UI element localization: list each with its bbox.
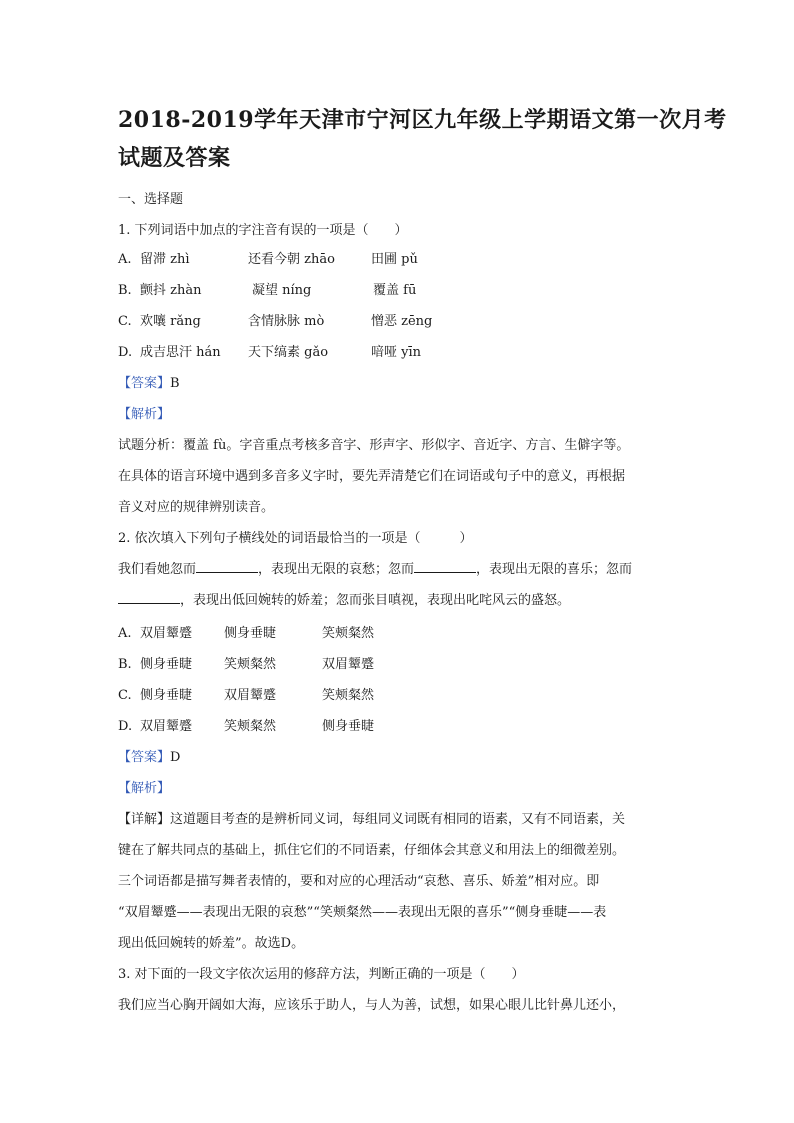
question-1-analysis-line: 音义对应的规律辨别读音。: [118, 500, 275, 515]
option-item: 喑哑 yīn: [371, 345, 422, 360]
analysis-tag: 【解析】: [118, 407, 171, 422]
question-1-analysis-line: 试题分析：覆盖 fù。字音重点考核多音字、形声字、形似字、音近字、方言、生僻字等。: [118, 438, 630, 453]
question-1-stem: 1. 下列词语中加点的字注音有误的一项是（ ）: [118, 223, 408, 238]
sentence-part: ，表现出低回婉转的娇羞；忽而张目嗔视，表现出叱咤风云的盛怒。: [180, 593, 571, 608]
option-item: 欢嚷 rǎng: [140, 314, 201, 329]
question-2-sentence: [118, 560, 632, 580]
sentence-part: ，表现出无限的哀愁；忽而: [258, 562, 415, 577]
option-item: 憎恶 zēng: [371, 314, 433, 329]
question-3-text-line: 我们应当心胸开阔如大海，应该乐于助人，与人为善，试想，如果心眼儿比针鼻儿还小，: [118, 998, 626, 1013]
question-2-sentence-cont: [118, 591, 570, 611]
fill-blank: [118, 591, 180, 604]
option-label: C.: [118, 688, 132, 703]
option-item: 成吉思汗 hán: [140, 345, 221, 360]
option-item: 含情脉脉 mò: [248, 314, 325, 329]
option-item: 天下缟素 gǎo: [248, 345, 329, 360]
option-item: 侧身垂睫: [140, 657, 193, 672]
option-label: D.: [118, 345, 133, 360]
question-2-detail-line: 键在了解共同点的基础上，抓住它们的不同语素，仔细体会其意义和用法上的细微差别。: [118, 843, 626, 858]
question-2-analysis-tag: [118, 779, 170, 799]
option-item: 双眉颦蹙: [140, 719, 193, 734]
document-title-line2: 试题及答案: [118, 145, 231, 171]
option-item: 颤抖 zhàn: [140, 283, 202, 298]
option-item: 双眉颦蹙: [224, 688, 277, 703]
detail-tag: 【详解】: [118, 812, 171, 827]
option-item: 凝望 níng: [252, 283, 312, 298]
question-2-stem: 2. 依次填入下列句子横线处的词语最恰当的一项是（ ）: [118, 531, 473, 546]
fill-blank: [414, 560, 476, 573]
option-label: B.: [118, 657, 132, 672]
option-item: 留滞 zhì: [140, 252, 190, 267]
question-1-analysis-line: 在具体的语言环境中遇到多音多义字时，要先弄清楚它们在词语或句子中的意义，再根据: [118, 469, 626, 484]
option-item: 双眉颦蹙: [322, 657, 375, 672]
fill-blank: [196, 560, 258, 573]
option-label: A.: [118, 252, 132, 267]
question-2-detail-line: 三个词语都是描写舞者表情的，要和对应的心理活动“哀愁、喜乐、娇羞”相对应。即: [118, 874, 600, 889]
option-item: 田圃 pǔ: [371, 252, 418, 267]
option-item: 覆盖 fū: [373, 283, 417, 298]
option-item: 笑颊粲然: [322, 626, 375, 641]
question-2-detail-line: 现出低回婉转的娇羞”。故选D。: [118, 936, 305, 951]
option-item: 双眉颦蹙: [140, 626, 193, 641]
option-item: 笑颊粲然: [224, 719, 277, 734]
option-item: 侧身垂睫: [322, 719, 375, 734]
option-item: 侧身垂睫: [224, 626, 277, 641]
question-1-answer: [118, 374, 180, 394]
question-2-detail-first: [118, 810, 625, 830]
answer-value: B: [170, 376, 180, 391]
question-1-analysis-tag: [118, 405, 170, 425]
sentence-part: 我们看她忽而: [118, 562, 197, 577]
question-3-stem: 3. 对下面的一段文字依次运用的修辞方法，判断正确的一项是（ ）: [118, 967, 525, 982]
option-label: D.: [118, 719, 133, 734]
document-title-line1: 2018-2019学年天津市宁河区九年级上学期语文第一次月考: [118, 107, 727, 133]
answer-tag: 【答案】: [118, 750, 171, 765]
answer-tag: 【答案】: [118, 376, 171, 391]
option-label: A.: [118, 626, 132, 641]
option-item: 还看今朝 zhāo: [248, 252, 335, 267]
option-item: 侧身垂睫: [140, 688, 193, 703]
detail-text: 这道题目考查的是辨析同义词，每组同义词既有相同的语素，又有不同语素，关: [170, 812, 626, 827]
sentence-part: ，表现出无限的喜乐；忽而: [476, 562, 633, 577]
option-item: 笑颊粲然: [322, 688, 375, 703]
question-2-detail-line: “双眉颦蹙——表现出无限的哀愁”“笑颊粲然——表现出无限的喜乐”“侧身垂睫——表: [118, 905, 607, 920]
section-heading: 一、选择题: [118, 192, 184, 207]
answer-value: D: [170, 750, 181, 765]
question-2-answer: [118, 748, 180, 768]
option-label: B.: [118, 283, 132, 298]
option-item: 笑颊粲然: [224, 657, 277, 672]
analysis-tag: 【解析】: [118, 781, 171, 796]
option-label: C.: [118, 314, 132, 329]
